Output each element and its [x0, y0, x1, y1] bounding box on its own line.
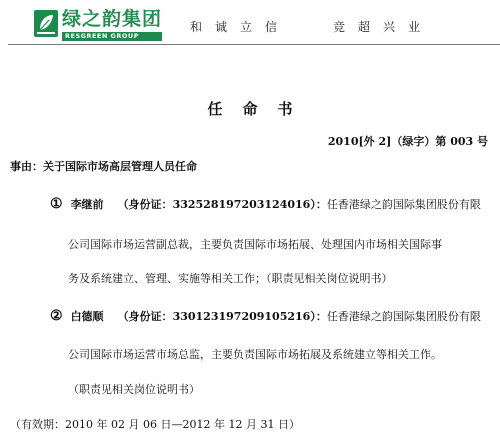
- appointment-1-header: [50, 196, 481, 212]
- motto-right: 竞超兴业: [333, 20, 434, 34]
- validity-period: （有效期：2010 年 02 月 06 日—2012 年 12 月 31 日）: [10, 418, 300, 431]
- appointment-2-line1: 任香港绿之韵国际集团股份有限: [326, 310, 481, 323]
- appointment-2-marker: ②: [50, 308, 63, 324]
- appointment-1-line3: 务及系统建立、管理、实施等相关工作；（职责见相关岗位说明书）: [68, 272, 393, 285]
- document-number: 2010[外 2]（绿字）第 003 号: [327, 135, 488, 148]
- header-divider: [8, 44, 500, 45]
- motto-left: 和诚立信: [190, 20, 291, 34]
- appointment-2-header: [50, 308, 481, 324]
- document-title: 任命书: [207, 100, 313, 118]
- appointment-1-line1: 任香港绿之韵国际集团股份有限: [326, 198, 481, 211]
- leaf-logo-icon: [34, 10, 58, 37]
- appointment-2-line2: 公司国际市场运营市场总监，主要负责国际市场拓展及系统建立等相关工作。: [68, 348, 442, 361]
- appointment-2-id-close: ）：: [310, 310, 327, 323]
- appointment-1-id-close: ）：: [310, 198, 327, 211]
- logo-chinese-name: 绿之韵集团: [62, 8, 163, 30]
- company-logo: [34, 10, 162, 41]
- appointment-1-name: 李继前: [70, 198, 104, 211]
- letterhead: [0, 0, 500, 44]
- appointment-2-line3: （职责见相关岗位说明书）: [68, 383, 200, 396]
- appointment-2-name: 白德顺: [70, 310, 104, 323]
- appointment-1-id-label: （身份证：: [117, 198, 173, 211]
- document-subject: 事由：关于国际市场高层管理人员任命: [10, 160, 197, 173]
- logo-english-name: RESGREEN GROUP: [62, 32, 162, 41]
- appointment-2-id-number: 330123197209105216: [172, 310, 311, 323]
- appointment-2-id-label: （身份证：: [117, 310, 173, 323]
- appointment-1-marker: ①: [50, 196, 63, 212]
- appointment-1-line2: 公司国际市场运营副总裁，主要负责国际市场拓展、处理国内市场相关国际事: [68, 238, 442, 251]
- appointment-1-id-number: 332528197203124016: [172, 198, 311, 211]
